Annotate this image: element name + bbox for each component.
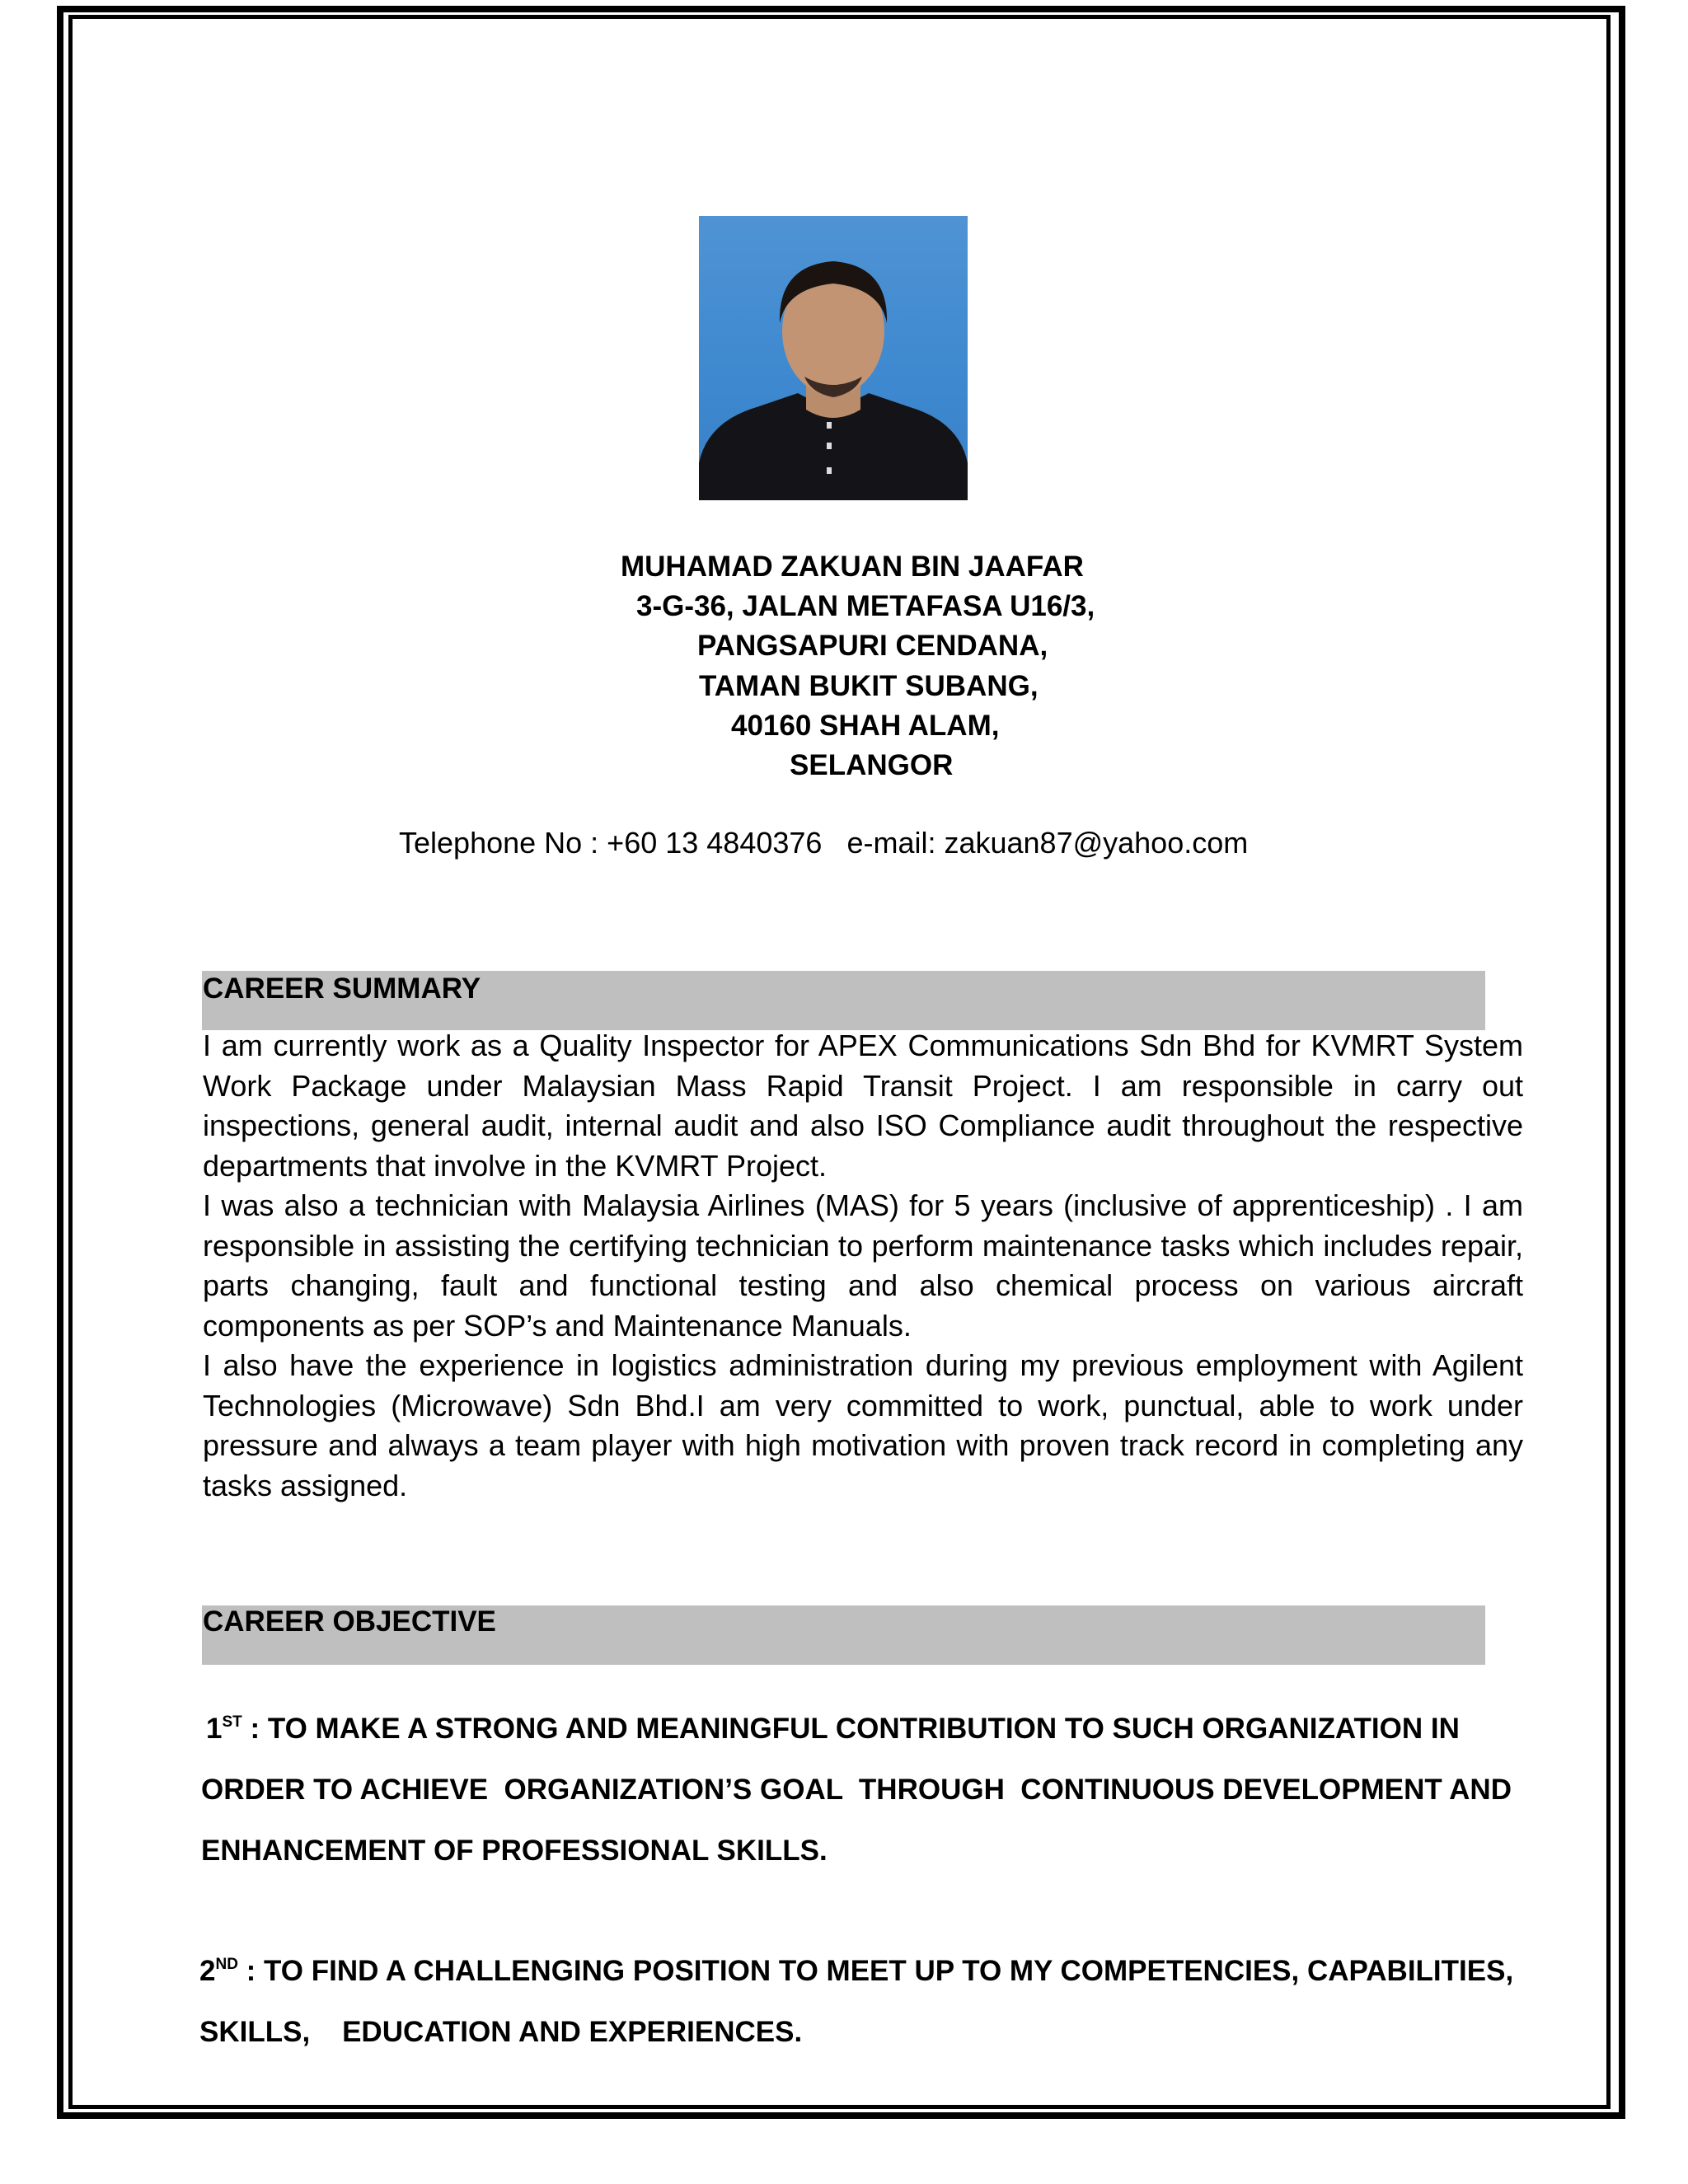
objective-1-line-2: ORDER TO ACHIEVE ORGANIZATION’S GOAL THROUGH CONTINUOUS DEVELOPMENT AND	[201, 1774, 1512, 1806]
ordinal-suffix: ND	[215, 1956, 238, 1973]
objective-2-line-1: 2ND : TO FIND A CHALLENGING POSITION TO MEET UP TO MY COMPETENCIES, CAPABILITIES,	[199, 1955, 1514, 1987]
address-line-5: SELANGOR	[790, 749, 954, 781]
objective-1-line-3: ENHANCEMENT OF PROFESSIONAL SKILLS.	[201, 1835, 828, 1867]
objective-1-line-1: 1ST : TO MAKE A STRONG AND MEANINGFUL CONTRIBUTION TO SUCH ORGANIZATION IN	[206, 1713, 1460, 1745]
career-objective-heading: CAREER OBJECTIVE	[203, 1605, 496, 1638]
applicant-name: MUHAMAD ZAKUAN BIN JAAFAR	[621, 551, 1084, 583]
address-line-2: PANGSAPURI CENDANA,	[697, 630, 1048, 662]
address-line-1: 3-G-36, JALAN METAFASA U16/3,	[636, 590, 1095, 622]
contact-line: Telephone No : +60 13 4840376 e-mail: zakuan87@yahoo.com	[399, 826, 1249, 860]
summary-paragraph: I am currently work as a Quality Inspector for APEX Communications Sdn Bhd for KVMRT System Work Package under Malaysian Mass Rapid Transit Project. I am responsible in carry out inspections, general audit, internal audit and also ISO Compliance audit throughout the respective departments that involve in the KVMRT Project.	[203, 1029, 1523, 1183]
summary-paragraph: I also have the experience in logistics administration during my previous employment with Agilent Technologies (Microwave) Sdn Bhd.I am very committed to work, punctual, able to work under pressure and always a team player with high motivation with proven track record in completing any tasks assigned.	[203, 1348, 1523, 1502]
ordinal-suffix: ST	[222, 1713, 242, 1731]
summary-paragraph: I was also a technician with Malaysia Airlines (MAS) for 5 years (inclusive of apprenticeship) . I am responsible in assisting the certifying technician to perform maintenance tasks which includes repair, parts changing, fault and functional testing and also chemical process on various aircraft components as per SOP’s and Maintenance Manuals.	[203, 1188, 1523, 1343]
career-summary-text	[203, 1026, 1523, 1506]
career-summary-heading: CAREER SUMMARY	[203, 972, 481, 1005]
profile-photo	[699, 216, 968, 500]
address-line-3: TAMAN BUKIT SUBANG,	[699, 670, 1039, 702]
objective-2-line-2: SKILLS, EDUCATION AND EXPERIENCES.	[199, 2016, 803, 2048]
address-line-4: 40160 SHAH ALAM,	[731, 710, 1000, 742]
